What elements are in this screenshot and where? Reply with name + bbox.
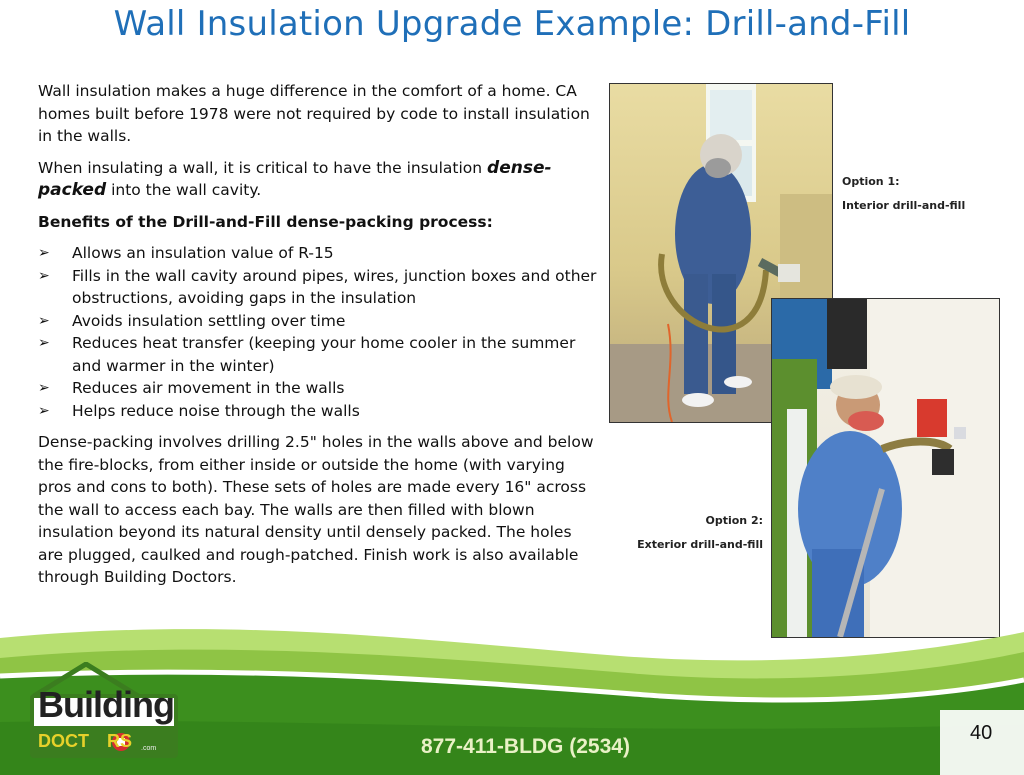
exterior-drill-photo [771, 298, 1000, 638]
option-2-label: Option 2: [705, 514, 763, 527]
option-2-description: Exterior drill-and-fill [637, 538, 763, 551]
arrow-bullet-icon: ➢ [38, 267, 50, 284]
arrow-bullet-icon: ➢ [38, 335, 50, 351]
page-number: 40 [970, 722, 993, 744]
dense-pack-paragraph [38, 157, 598, 202]
logo-doctors-text [38, 731, 132, 752]
content-column [38, 80, 598, 598]
option-1-description: Interior drill-and-fill [842, 199, 966, 212]
logo-doctors-part1: DOCT [38, 731, 89, 751]
building-doctors-logo [26, 662, 196, 762]
benefits-heading: Benefits of the Drill-and-Fill dense-packing process: [38, 212, 493, 231]
benefit-item [38, 310, 598, 333]
benefit-text: Avoids insulation settling over time [72, 311, 346, 330]
arrow-bullet-icon: ➢ [38, 245, 50, 261]
benefits-list [38, 242, 598, 422]
benefit-text: Reduces air movement in the walls [72, 379, 345, 397]
arrow-bullet-icon: ➢ [38, 312, 50, 329]
arrow-bullet-icon: ➢ [38, 380, 50, 396]
slide-title: Wall Insulation Upgrade Example: Drill-and-Fill [113, 4, 911, 44]
logo-dotcom-text: .com [141, 745, 157, 752]
benefit-text: Helps reduce noise through the walls [72, 401, 360, 420]
benefit-text: Fills in the wall cavity around pipes, wires, junction boxes and other obstructions, avoiding gaps in the insulation [72, 266, 597, 307]
benefit-item [38, 377, 598, 400]
process-paragraph: Dense-packing involves drilling 2.5" holes in the walls above and below the fire-blocks, from either inside or outside the home (with varying pros and cons to both). These sets of holes are made every 16" across the wall to access each bay. The walls are then filled with blown insulation beyond its natural density until densely packed. The holes are plugged, caulked and rough-patched. Finish work is also available through Building Doctors. [38, 433, 594, 586]
benefit-item [38, 265, 598, 310]
benefit-text: Reduces heat transfer (keeping your home cooler in the summer and warmer in the winter) [72, 334, 576, 375]
benefit-item [38, 400, 598, 423]
phone-number: 877-411-BLDG (2534) [421, 735, 630, 758]
option-2-caption [600, 509, 763, 557]
dense-pack-prefix: When insulating a wall, it is critical to have the insulation [38, 158, 483, 177]
benefit-item [38, 242, 598, 265]
exterior-drill-illustration [772, 299, 999, 637]
dense-pack-suffix: into the wall cavity. [111, 181, 262, 199]
logo-doctors-part2: RS [107, 731, 133, 751]
dense-pack-emphasis: dense-packed [38, 157, 552, 200]
arrow-bullet-icon: ➢ [38, 402, 50, 419]
benefit-text: Allows an insulation value of R-15 [72, 244, 334, 262]
logo-building-text: Building [38, 684, 174, 725]
benefit-item [38, 332, 598, 377]
option-1-label: Option 1: [842, 175, 900, 188]
option-1-caption [842, 170, 965, 218]
intro-paragraph: Wall insulation makes a huge difference in the comfort of a home. CA homes built before 1978 were not required by code to install insulation in the walls. [38, 82, 590, 145]
